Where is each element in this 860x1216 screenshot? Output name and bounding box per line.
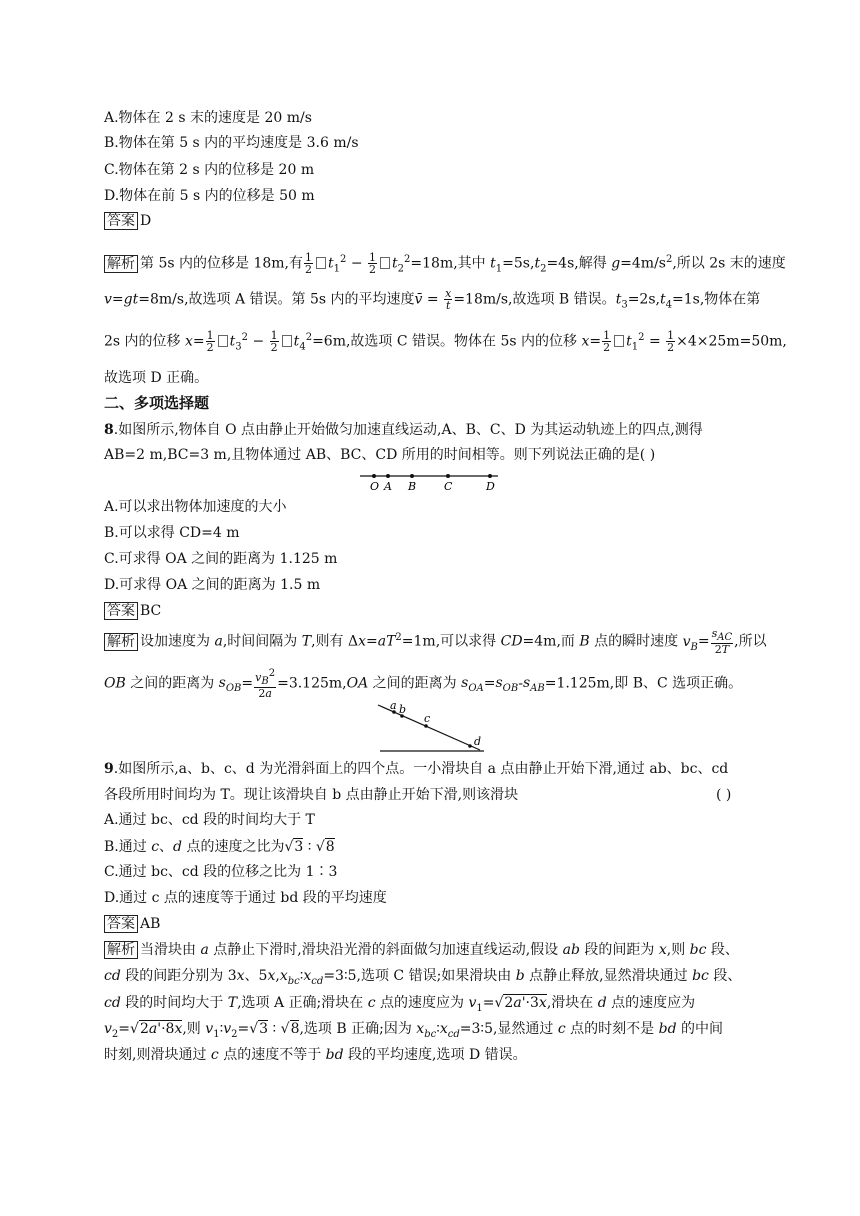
q9-figure <box>370 700 490 756</box>
q8-option-b: B.可以求得 CD=4 m <box>104 525 240 541</box>
q7-answer <box>104 211 151 231</box>
q9-option-b: B.通过 c、d 点的速度之比为√3 ∶ √8 <box>104 839 335 855</box>
point-a <box>386 474 390 478</box>
q9-analysis-line-3: cd 段的时间均大于 T,选项 A 正确;滑块在 c 点的速度应为 $v_1=√2a'\cdot 3x$,滑块在 d 点的速度应为 <box>104 995 696 1014</box>
q8-stem-line-2: AB=2 m,BC=3 m,且物体通过 AB、BC、CD 所用的时间相等。则下列说法正确的是( ) <box>104 447 656 463</box>
q7-analysis-line-2: v=gt=8m/s,故选项 A 错误。第 5s 内的平均速度v̄ = $\frac{x}{t}$ =18m/s,故选项 B 错误。$t_3=2s,t_4=1s$,物体在第 <box>104 287 761 312</box>
q9-stem-text-2: 各段所用时间均为 T。现让该滑块自 b 点由静止开始下滑,则该滑块 <box>104 787 519 803</box>
q9-number: 9 <box>104 761 114 777</box>
label-b: b <box>399 703 407 716</box>
label-a: A <box>384 480 392 492</box>
q8-option-c: C.可求得 OA 之间的距离为 1.125 m <box>104 551 338 567</box>
answer-value: AB <box>140 916 161 932</box>
q7-option-b: B.物体在第 5 s 内的平均速度是 3.6 m/s <box>104 135 359 151</box>
label-b: B <box>408 480 417 492</box>
q7-option-a: A.物体在 2 s 末的速度是 20 m/s <box>104 110 312 126</box>
q9-analysis-line-5: 时刻,则滑块通过 c 点的速度不等于 bd 段的平均速度,选项 D 错误。 <box>104 1047 527 1063</box>
answer-tag: 答案 <box>104 212 138 230</box>
analysis-tag: 解析 <box>104 633 138 651</box>
label-c: C <box>444 480 453 492</box>
point-o <box>372 474 376 478</box>
answer-tag: 答案 <box>104 602 138 620</box>
label-c: c <box>424 712 431 725</box>
point-c <box>446 474 450 478</box>
answer-value: D <box>140 213 152 229</box>
analysis-tag: 解析 <box>104 941 138 959</box>
section-title: 二、多项选择题 <box>104 394 210 412</box>
label-d: D <box>486 480 495 492</box>
q7-option-d: D.物体在前 5 s 内的位移是 50 m <box>104 188 315 204</box>
q8-analysis-line-1: 解析 设加速度为 a,时间间隔为 T,则有 $\Delta x=aT^2=1m$,可以求得 CD=4m,而 B 点的瞬时速度 $v_B=$ $\frac{s_{AC}}{2T}$ ,所以 <box>104 628 767 657</box>
q8-figure <box>360 468 500 492</box>
q9-answer <box>104 914 160 934</box>
q8-stem-line-1 <box>104 420 703 440</box>
q9-stem-line-2 <box>104 785 518 805</box>
label-o: O <box>370 480 380 492</box>
point-b <box>410 474 414 478</box>
q9-stem-line-1 <box>104 759 728 779</box>
q9-option-c: C.通过 bc、cd 段的位移之比为 1∶3 <box>104 864 338 880</box>
q7-analysis-line-1: 解析 第 5s 内的位移是 18m,有 $\frac{1}{2}$ $t_1^2$ − $\frac{1}{2}$ $t_2^2=18m$,其中 $t_1=5s,t_2=4s$,解得 $g=4m/s^2$,所以 2s 末的速度 <box>104 250 786 279</box>
q9-answer-bracket: ( ) <box>716 787 732 803</box>
q8-answer <box>104 601 161 621</box>
point-d <box>488 474 492 478</box>
label-a: a <box>390 700 397 712</box>
point-d <box>468 744 472 748</box>
q9-stem-text-1: .如图所示,a、b、c、d 为光滑斜面上的四个点。一小滑块自 a 点由静止开始下滑,通过 ab、bc、cd <box>113 761 729 777</box>
q9-analysis-line-2: cd 段的间距分别为 3x、$5x,x_{bc}∶x_{cd}=3∶5$,选项 C 错误;如果滑块由 b 点静止释放,显然滑块通过 bc 段、 <box>104 968 742 987</box>
q9-analysis-line-1: 解析 当滑块由 a 点静止下滑时,滑块沿光滑的斜面做匀加速直线运动,假设 ab 段的间距为 x,则 bc 段、 <box>104 940 739 960</box>
analysis-tag: 解析 <box>104 255 138 273</box>
q9-option-d: D.通过 c 点的速度等于通过 bd 段的平均速度 <box>104 890 387 906</box>
answer-value: BC <box>140 603 162 619</box>
q7-analysis-line-3: 2s 内的位移 x= $\frac{1}{2}$ $t_3^2$ − $\frac{1}{2}$ $t_4^2=6m$,故选项 C 错误。物体在 5s 内的位移 x= $\frac{1}{2}$ $t_1^2$ = $\frac{1}{2}$ ×4×25m=50m, <box>104 329 787 355</box>
q8-analysis-line-2: OB 之间的距离为 $s_{OB}=$ $\frac{v_B^2}{2a}$ =3.125m,OA 之间的距离为 $s_{OA}=s_{OB}-s_{AB}=1.125m$,即 B、C 选项正确。 <box>104 668 743 700</box>
q8-option-d: D.可求得 OA 之间的距离为 1.5 m <box>104 577 321 593</box>
q7-option-c: C.物体在第 2 s 内的位移是 20 m <box>104 162 315 178</box>
q9-option-a: A.通过 bc、cd 段的时间均大于 T <box>104 812 315 828</box>
q8-option-a: A.可以求出物体加速度的大小 <box>104 499 287 515</box>
q8-stem-text-1: .如图所示,物体自 O 点由静止开始做匀加速直线运动,A、B、C、D 为其运动轨迹上的四点,测得 <box>113 422 703 438</box>
q7-analysis-line-4: 故选项 D 正确。 <box>104 370 209 386</box>
label-d: d <box>474 735 482 748</box>
q9-analysis-line-4: $v_2=√2a'\cdot 8x$,则 $v_1∶v_2=√3$ ∶ √8,选项 B 正确;因为 $x_{bc}∶x_{cd}=3∶5$,显然通过 c 点的时刻不是 bd 的中间 <box>104 1021 724 1040</box>
q8-number: 8 <box>104 422 114 438</box>
answer-tag: 答案 <box>104 915 138 933</box>
